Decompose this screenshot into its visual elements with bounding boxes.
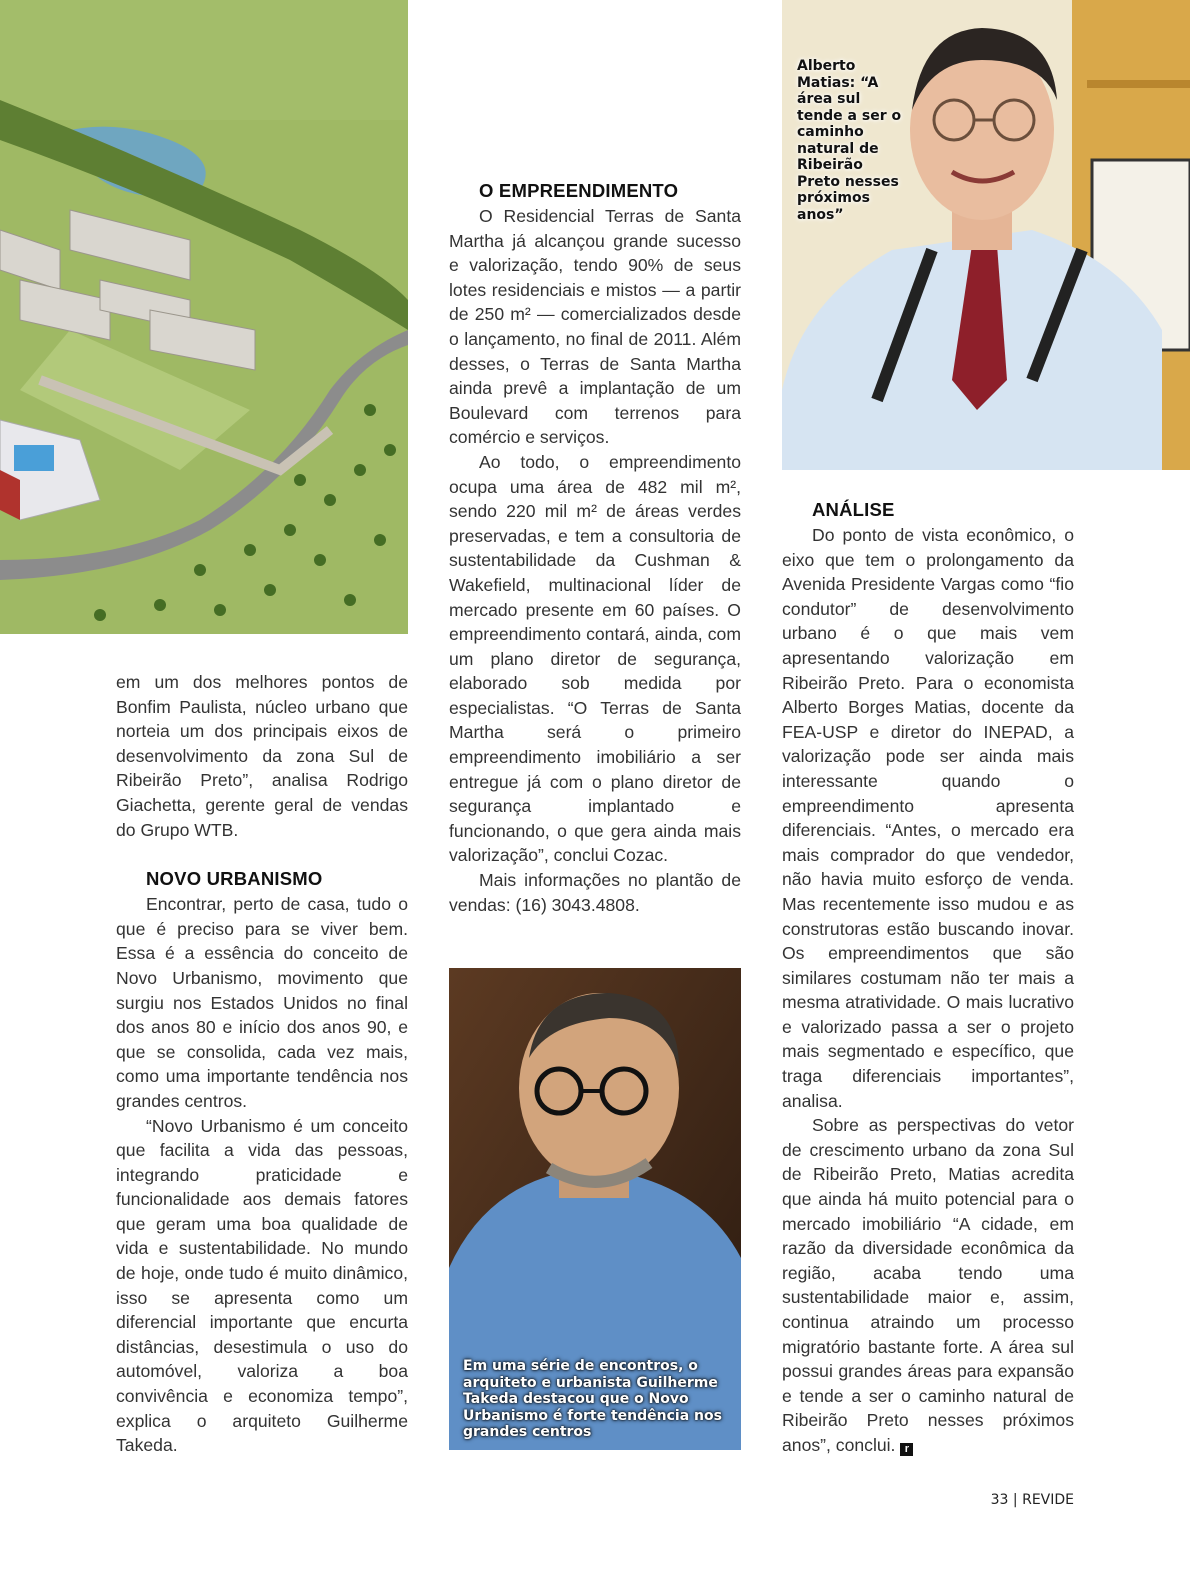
aerial-rendering-illustration (0, 0, 408, 634)
section-heading-empreendimento: O EMPREENDIMENTO (479, 180, 679, 201)
paragraph: Ao todo, o empreendimento ocupa uma área de 482 mil m², sendo 220 mil m² de áreas verdes preservadas, e tem a consultoria de sustentabilidade da Cushman & Wakefield, multinacional líder de mercado presente em 60 países. O empreendimento contará, ainda, com um plano diretor de segurança, elaborado sob medida por especialistas. “O Terras de Santa Martha será o primeiro empreendimento imobiliário a ser entregue já com o plano diretor de segurança implantado e funcionando, o que gera ainda mais valorização”, conclui Cozac. (449, 451, 741, 866)
takeda-photo-caption: Em uma série de encontros, o arquiteto e urbanista Guilherme Takeda destacou que o Novo Urbanismo é forte tendência nos grandes centros (463, 1358, 722, 1440)
paragraph: “Novo Urbanismo é um conceito que facilita a vida das pessoas, integrando praticidade e funcionalidade aos demais fatores que geram uma boa qualidade de vida e sustentabilidade. No mundo de hoje, onde tudo é muito dinâmico, isso se apresenta como um diferencial importante que encurta distâncias, desestimula o uso do automóvel, valoriza a boa convivência e economiza tempo”, explica o arquiteto Guilherme Takeda. (116, 1115, 408, 1456)
article-column-2 (449, 178, 741, 917)
page-number: 33 (990, 1492, 1009, 1508)
paragraph: Encontrar, perto de casa, tudo o que é preciso para se viver bem. Essa é a essência do conceito de Novo Urbanismo, movimento que surgiu nos Estados Unidos no final dos anos 80 e início dos anos 90, e que se consolida, cada vez mais, como uma importante tendência nos grandes centros. (116, 894, 408, 1111)
paragraph (782, 1113, 1074, 1457)
article-column-1 (116, 670, 408, 1458)
magazine-name: REVIDE (1022, 1492, 1074, 1508)
matias-photo-caption: Alberto Matias: “A área sul tende a ser o caminho natural de Ribeirão Preto nesses próximos anos” (797, 58, 902, 223)
section-heading-novo-urbanismo: NOVO URBANISMO (146, 868, 323, 890)
paragraph: Do ponto de vista econômico, o eixo que tem o prolongamento da Avenida Presidente Vargas como “fio condutor” de desenvolvimento urbano é o que mais vem apresentando valorização em Ribeirão Preto. Para o economista Alberto Borges Matias, docente da FEA-USP e diretor do INEPAD, a valorização pode ser ainda mais interessante quando o empreendimento apresenta diferenciais. “Antes, o mercado era mais comprador do que vendedor, não havia muito esforço de venda. Mas recentemente isso mudou e as construtoras estão buscando inovar. Os empreendimentos que são similares costumam não ter mais a mesma atratividade. O mais lucrativo e valorizado passa a ser o projeto mais segmentado e específico, que traga diferenciais importantes”, analisa. (782, 525, 1074, 1111)
aerial-rendering-image (0, 0, 408, 634)
paragraph: em um dos melhores pontos de Bonfim Paulista, núcleo urbano que norteia um dos principais eixos de desenvolvimento da zona Sul de Ribeirão Preto”, analisa Rodrigo Giachetta, gerente geral de vendas do Grupo WTB. (116, 672, 408, 840)
paragraph-text: Sobre as perspectivas do vetor de crescimento urbano da zona Sul de Ribeirão Preto, Matias acredita que ainda há muito potencial para o mercado imobiliário “A cidade, em razão da diversidade econômica da região, acaba tendo uma sustentabilidade maior e, assim, continua atraindo um processo migratório bastante forte. A área sul possui grandes áreas para expansão e tende a ser o caminho natural de Ribeirão Preto nesses próximos anos”, conclui. (782, 1115, 1074, 1455)
page-footer (991, 1492, 1074, 1508)
end-of-article-mark: r (900, 1443, 913, 1456)
section-heading-analise: ANÁLISE (812, 499, 895, 520)
footer-separator: | (1012, 1492, 1018, 1508)
article-column-3 (782, 497, 1074, 1458)
paragraph: O Residencial Terras de Santa Martha já alcançou grande sucesso e valorização, tendo 90% de seus lotes residenciais e mistos — a partir de 250 m² — comercializados desde o lançamento, no final de 2011. Além desses, o Terras de Santa Martha ainda prevê a implantação de um Boulevard com terrenos para comércio e serviços. (449, 206, 741, 448)
paragraph: Mais informações no plantão de vendas: (16) 3043.4808. (449, 870, 741, 915)
